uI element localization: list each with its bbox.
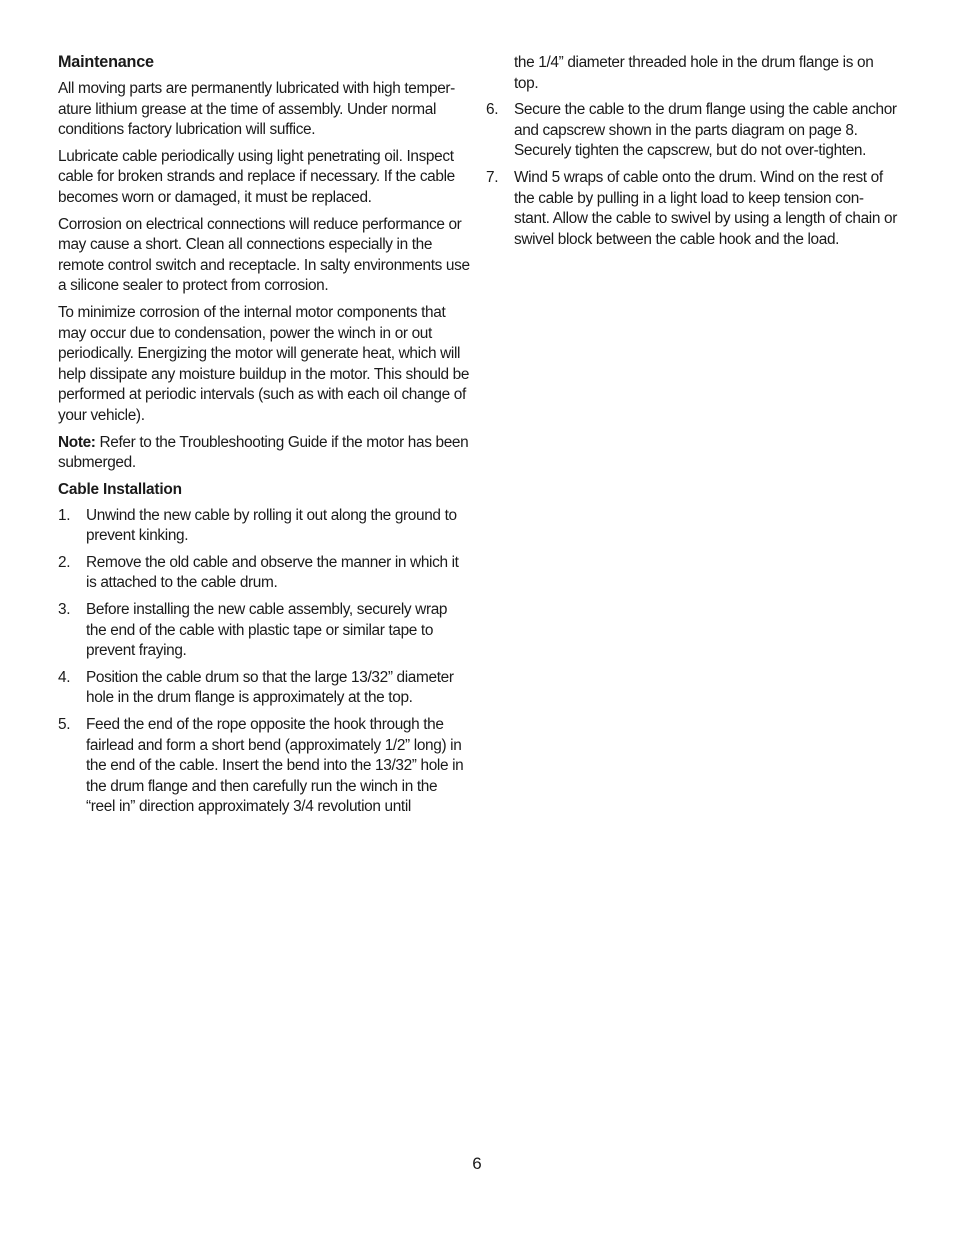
step-text: Unwind the new cable by rolling it out along the ground to prevent kinking. <box>86 506 457 545</box>
step-text: Feed the end of the rope opposite the hook through the fairlead and form a short bend (approximately 1/2” long) in the end of the cable. Insert the bend into the 13/32” hole in the drum flange and then carefully run the winch in the “reel in” direction approximately 3/4 revolution until <box>86 716 464 816</box>
list-item <box>486 168 898 250</box>
maintenance-paragraph: All moving parts are permanently lubricated with high temper-ature lithium grease at the time of assembly. Under normal conditions factory lubrication will suffice. <box>58 80 455 139</box>
step-text: Position the cable drum so that the large 13/32” diameter hole in the drum flange is approximately at the top. <box>86 668 454 707</box>
list-item <box>58 553 470 594</box>
step-text: Secure the cable to the drum flange using the cable anchor and capscrew shown in the parts diagram on page 8. Securely tighten the capscrew, but do not over-tighten. <box>514 101 897 160</box>
cable-installation-steps <box>58 506 470 818</box>
note-label: Note: <box>58 433 96 451</box>
step-number: 4. <box>58 668 71 686</box>
step-text: Before installing the new cable assembly, securely wrap the end of the cable with plastic tape or similar tape to prevent fraying. <box>86 601 448 660</box>
list-item <box>58 668 470 709</box>
page-number: 6 <box>472 1154 482 1173</box>
list-item <box>486 100 898 162</box>
step-5-continuation: the 1/4” diameter threaded hole in the drum flange is on top. <box>514 54 874 92</box>
note-text: Refer to the Troubleshooting Guide if the motor has been submerged. <box>58 433 469 472</box>
list-item <box>58 715 470 818</box>
step-number: 2. <box>58 553 71 571</box>
step-number: 1. <box>58 506 71 524</box>
note-paragraph <box>58 433 470 474</box>
step-number: 3. <box>58 601 71 619</box>
maintenance-paragraph: To minimize corrosion of the internal motor components that may occur due to condensation, power the winch in or out periodically. Energizing the motor will generate heat, which will help dissipate any moisture buildup in the motor. This should be performed at periodic intervals (such as with each oil change of your vehicle). <box>58 303 470 424</box>
maintenance-heading: Maintenance <box>58 53 154 71</box>
step-number: 7. <box>486 168 499 186</box>
list-item <box>58 600 470 662</box>
maintenance-paragraph: Corrosion on electrical connections will reduce performance or may cause a short. Clean all connections especially in the remote control switch and receptacle. In salty environments use a silicone sealer to protect from corrosion. <box>58 215 470 295</box>
step-text: Wind 5 wraps of cable onto the drum. Wind on the rest of the cable by pulling in a light load to keep tension con-stant. Allow the cable to swivel by using a length of chain or swivel block between the cable hook and the load. <box>514 168 897 248</box>
list-item <box>58 506 470 547</box>
left-column <box>58 51 470 824</box>
cable-installation-heading: Cable Installation <box>58 480 182 498</box>
cable-installation-steps-continued <box>486 100 898 250</box>
right-column <box>486 53 898 256</box>
maintenance-paragraph: Lubricate cable periodically using light penetrating oil. Inspect cable for broken strands and replace if necessary. If the cable becomes worn or damaged, it must be replaced. <box>58 147 455 206</box>
step-text: Remove the old cable and observe the manner in which it is attached to the cable drum. <box>86 553 459 592</box>
step-number: 6. <box>486 101 499 119</box>
step-number: 5. <box>58 716 71 734</box>
